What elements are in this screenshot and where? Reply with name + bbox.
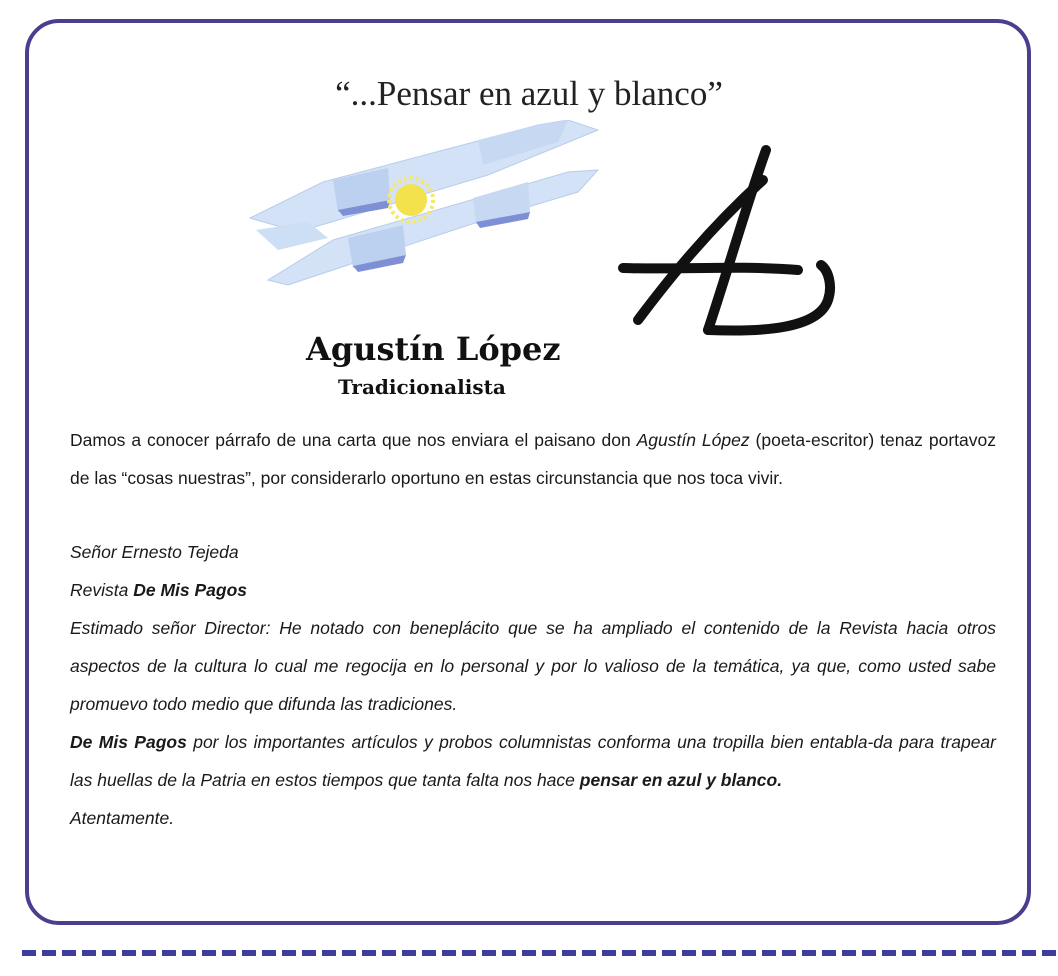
letter-paragraph-2-text: por los importantes artículos y probos columnistas conforma una tropilla bien entabla-da para trapear las huellas de la Patria en estos tiempos que tanta falta nos hace (70, 732, 996, 790)
letter-paragraph-2 (70, 723, 996, 799)
logo-subtitle: Tradicionalista (338, 375, 506, 399)
letter-closing: Atentamente. (70, 808, 175, 828)
revista-name: De Mis Pagos (133, 580, 248, 600)
letter-salutation: Señor Ernesto Tejeda (70, 542, 239, 562)
magazine-name-bold: De Mis Pagos (70, 732, 187, 752)
letter-paragraph-1: Estimado señor Director: He notado con beneplácito que se ha ampliado el contenido de la Revista hacia otros aspectos de la cultura lo cual me regocija en lo personal y por lo valioso de la temática, ya que, como usted sabe promuevo todo medio que difunda las tradiciones. (70, 618, 996, 714)
page-title: “...Pensar en azul y blanco” (335, 74, 723, 113)
intro-text-start: Damos a conocer párrafo de una carta que nos enviara el paisano don (70, 430, 637, 450)
intro-author-name: Agustín López (636, 430, 750, 450)
intro-text-end: (poeta-escritor) tenaz portavoz de las “cosas nuestras”, por considerarlo oportuno en estas circunstancia que nos toca vivir. (70, 430, 996, 488)
letter-revista-line (70, 571, 996, 609)
intro-paragraph (70, 421, 996, 497)
revista-prefix: Revista (70, 580, 134, 600)
closing-phrase-bold: pensar en azul y blanco. (579, 770, 783, 790)
signature-monogram-icon (623, 150, 830, 331)
logo-name: Agustín López (306, 330, 561, 368)
dashed-divider (22, 950, 1058, 956)
logo-banner (238, 120, 848, 410)
letter-body (70, 533, 996, 837)
